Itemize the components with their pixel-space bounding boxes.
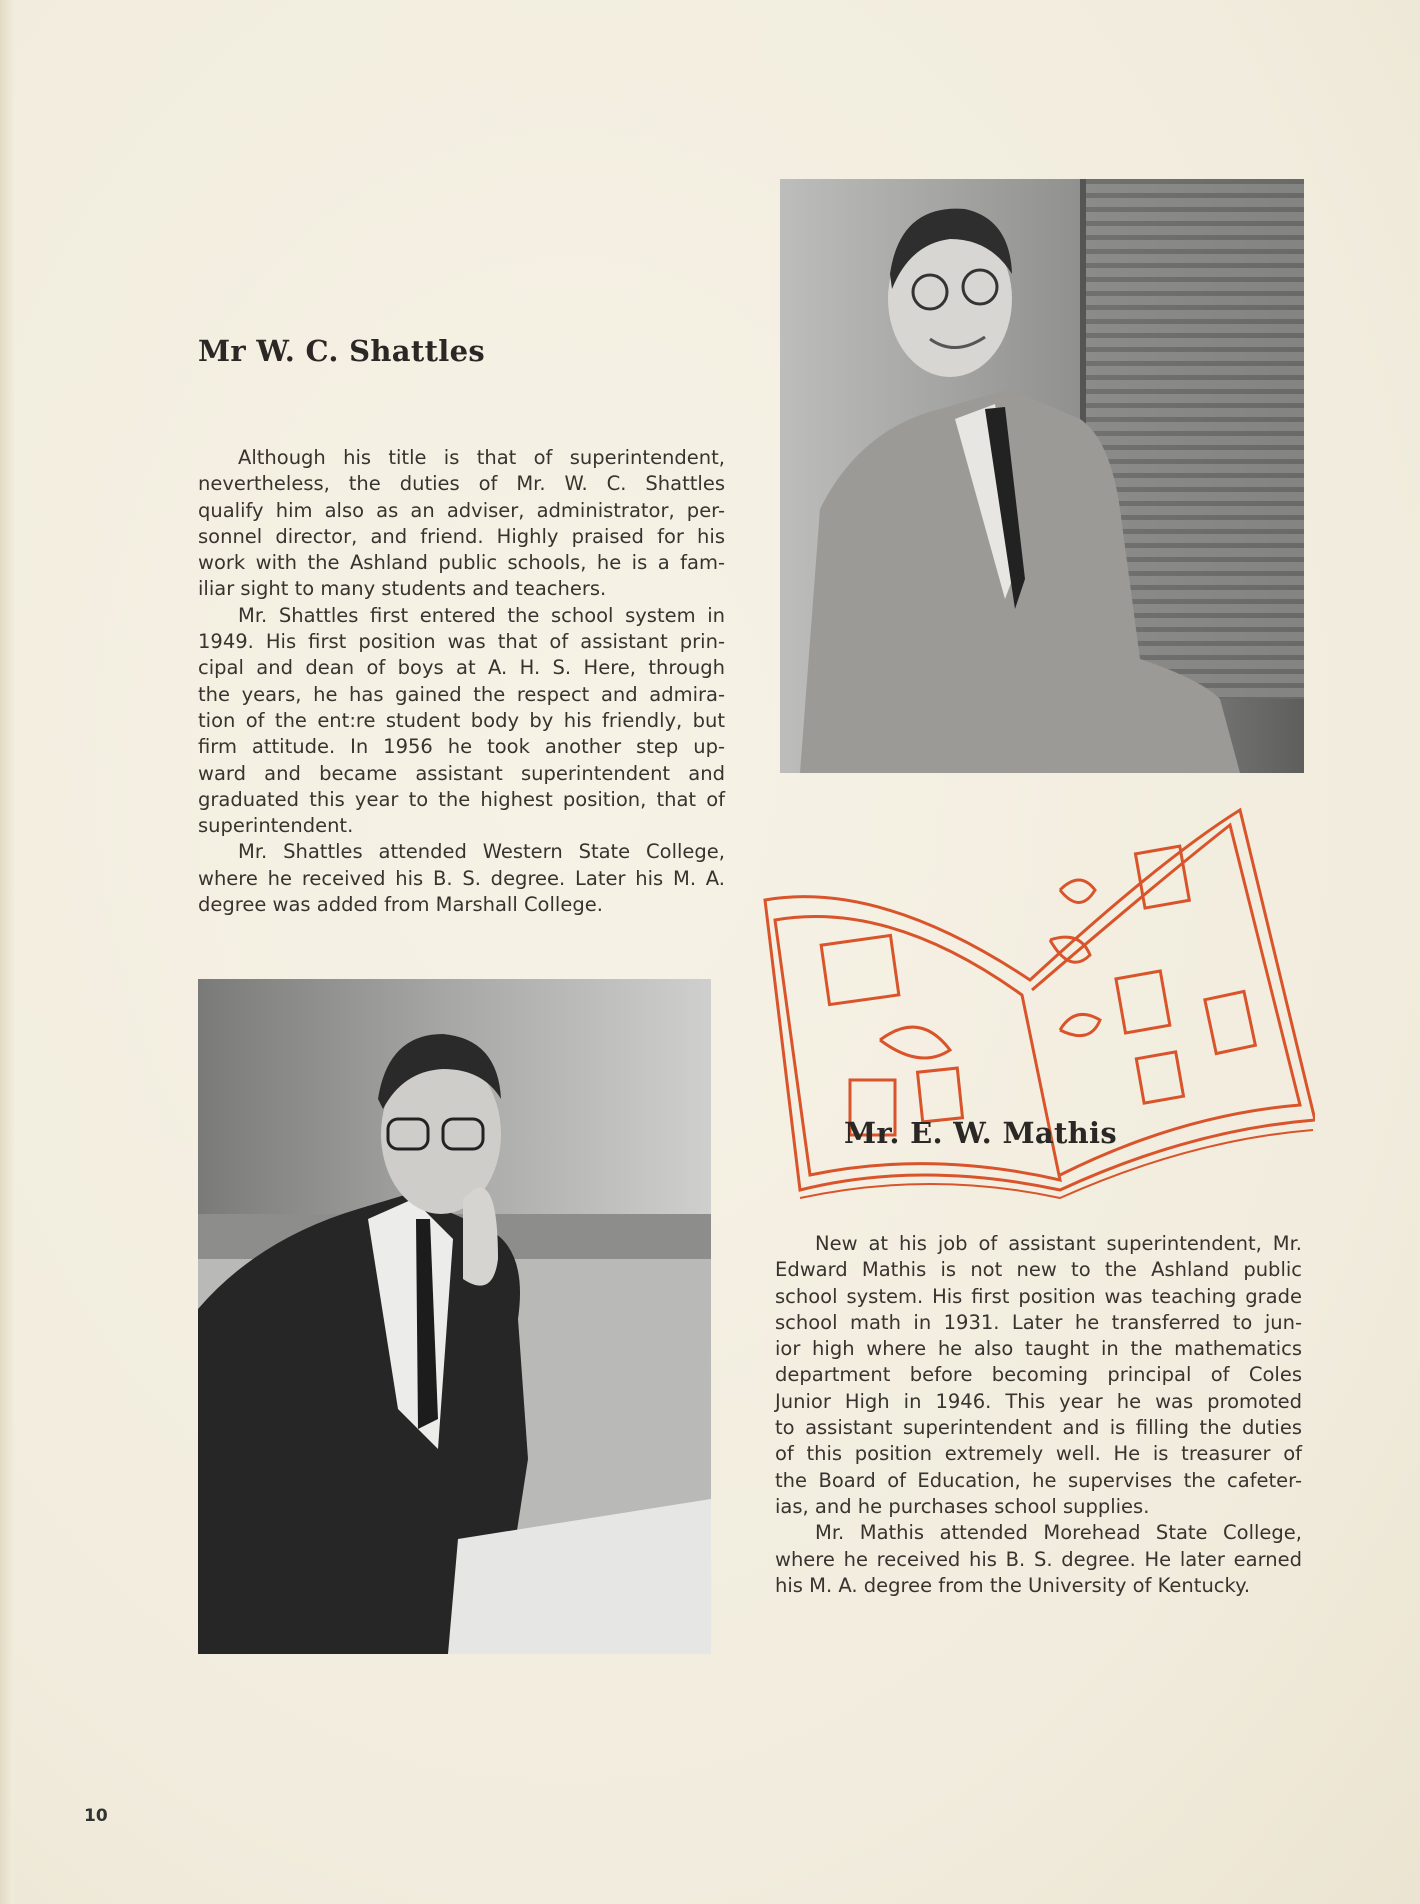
text-line: the years, he has gained the respect and admira- <box>198 682 725 706</box>
text-line: 1949. His first position was that of assistant prin- <box>198 630 725 654</box>
mathis-heading: Mr. E. W. Mathis <box>844 1116 1117 1150</box>
text-line: where he received his B. S. degree. He later earned <box>775 1547 1302 1571</box>
text-line: New at his job of assistant superintendent, Mr. <box>815 1232 1302 1255</box>
text-line: the Board of Education, he supervises the cafeter- <box>775 1468 1302 1492</box>
text-line: nevertheless, the duties of Mr. W. C. Shattles <box>198 472 725 496</box>
text-line: to assistant superintendent and is filling the duties <box>775 1416 1302 1440</box>
open-scrapbook-illustration <box>760 800 1315 1212</box>
text-line: Although his title is that of superintendent, <box>238 446 725 469</box>
mathis-portrait-photo <box>198 979 711 1654</box>
text-line: degree was added from Marshall College. <box>198 893 603 917</box>
text-line: cipal and dean of boys at A. H. S. Here, through <box>198 656 725 680</box>
text-line: qualify him also as an adviser, administrator, per- <box>198 498 725 522</box>
text-line: his M. A. degree from the University of Kentucky. <box>775 1573 1251 1597</box>
text-line: Mr. Mathis attended Morehead State College, <box>815 1521 1302 1545</box>
text-line: superintendent. <box>198 814 354 838</box>
shattles-portrait-photo <box>780 179 1304 773</box>
text-line: ior high where he also taught in the mathematics <box>775 1337 1302 1361</box>
text-line: of this position extremely well. He is treasurer of <box>775 1442 1302 1466</box>
mathis-biography <box>775 1231 1302 1599</box>
text-line: Junior High in 1946. This year he was promoted <box>775 1389 1302 1413</box>
page-edge <box>0 0 14 1904</box>
text-line: school math in 1931. Later he transferred to jun- <box>775 1310 1302 1334</box>
text-line: Edward Mathis is not new to the Ashland public <box>775 1258 1302 1282</box>
text-line: sonnel director, and friend. Highly praised for his <box>198 524 725 548</box>
text-line: ward and became assistant superintendent and <box>198 761 725 785</box>
text-line: firm attitude. In 1956 he took another step up- <box>198 735 725 759</box>
text-line: graduated this year to the highest position, that of <box>198 787 725 811</box>
text-line: school system. His first position was teaching grade <box>775 1284 1302 1308</box>
text-line: Mr. Shattles attended Western State College, <box>238 840 725 864</box>
text-line: iliar sight to many students and teachers. <box>198 577 607 601</box>
text-line: Mr. Shattles first entered the school system in <box>238 603 725 627</box>
shattles-biography <box>198 445 725 918</box>
text-line: tion of the ent:re student body by his friendly, but <box>198 708 725 732</box>
text-line: work with the Ashland public schools, he is a fam- <box>198 551 725 575</box>
text-line: ias, and he purchases school supplies. <box>775 1494 1150 1518</box>
page-number: 10 <box>84 1806 108 1826</box>
shattles-heading: Mr W. C. Shattles <box>198 334 485 368</box>
text-line: where he received his B. S. degree. Later his M. A. <box>198 866 725 890</box>
text-line: department before becoming principal of Coles <box>775 1363 1302 1387</box>
